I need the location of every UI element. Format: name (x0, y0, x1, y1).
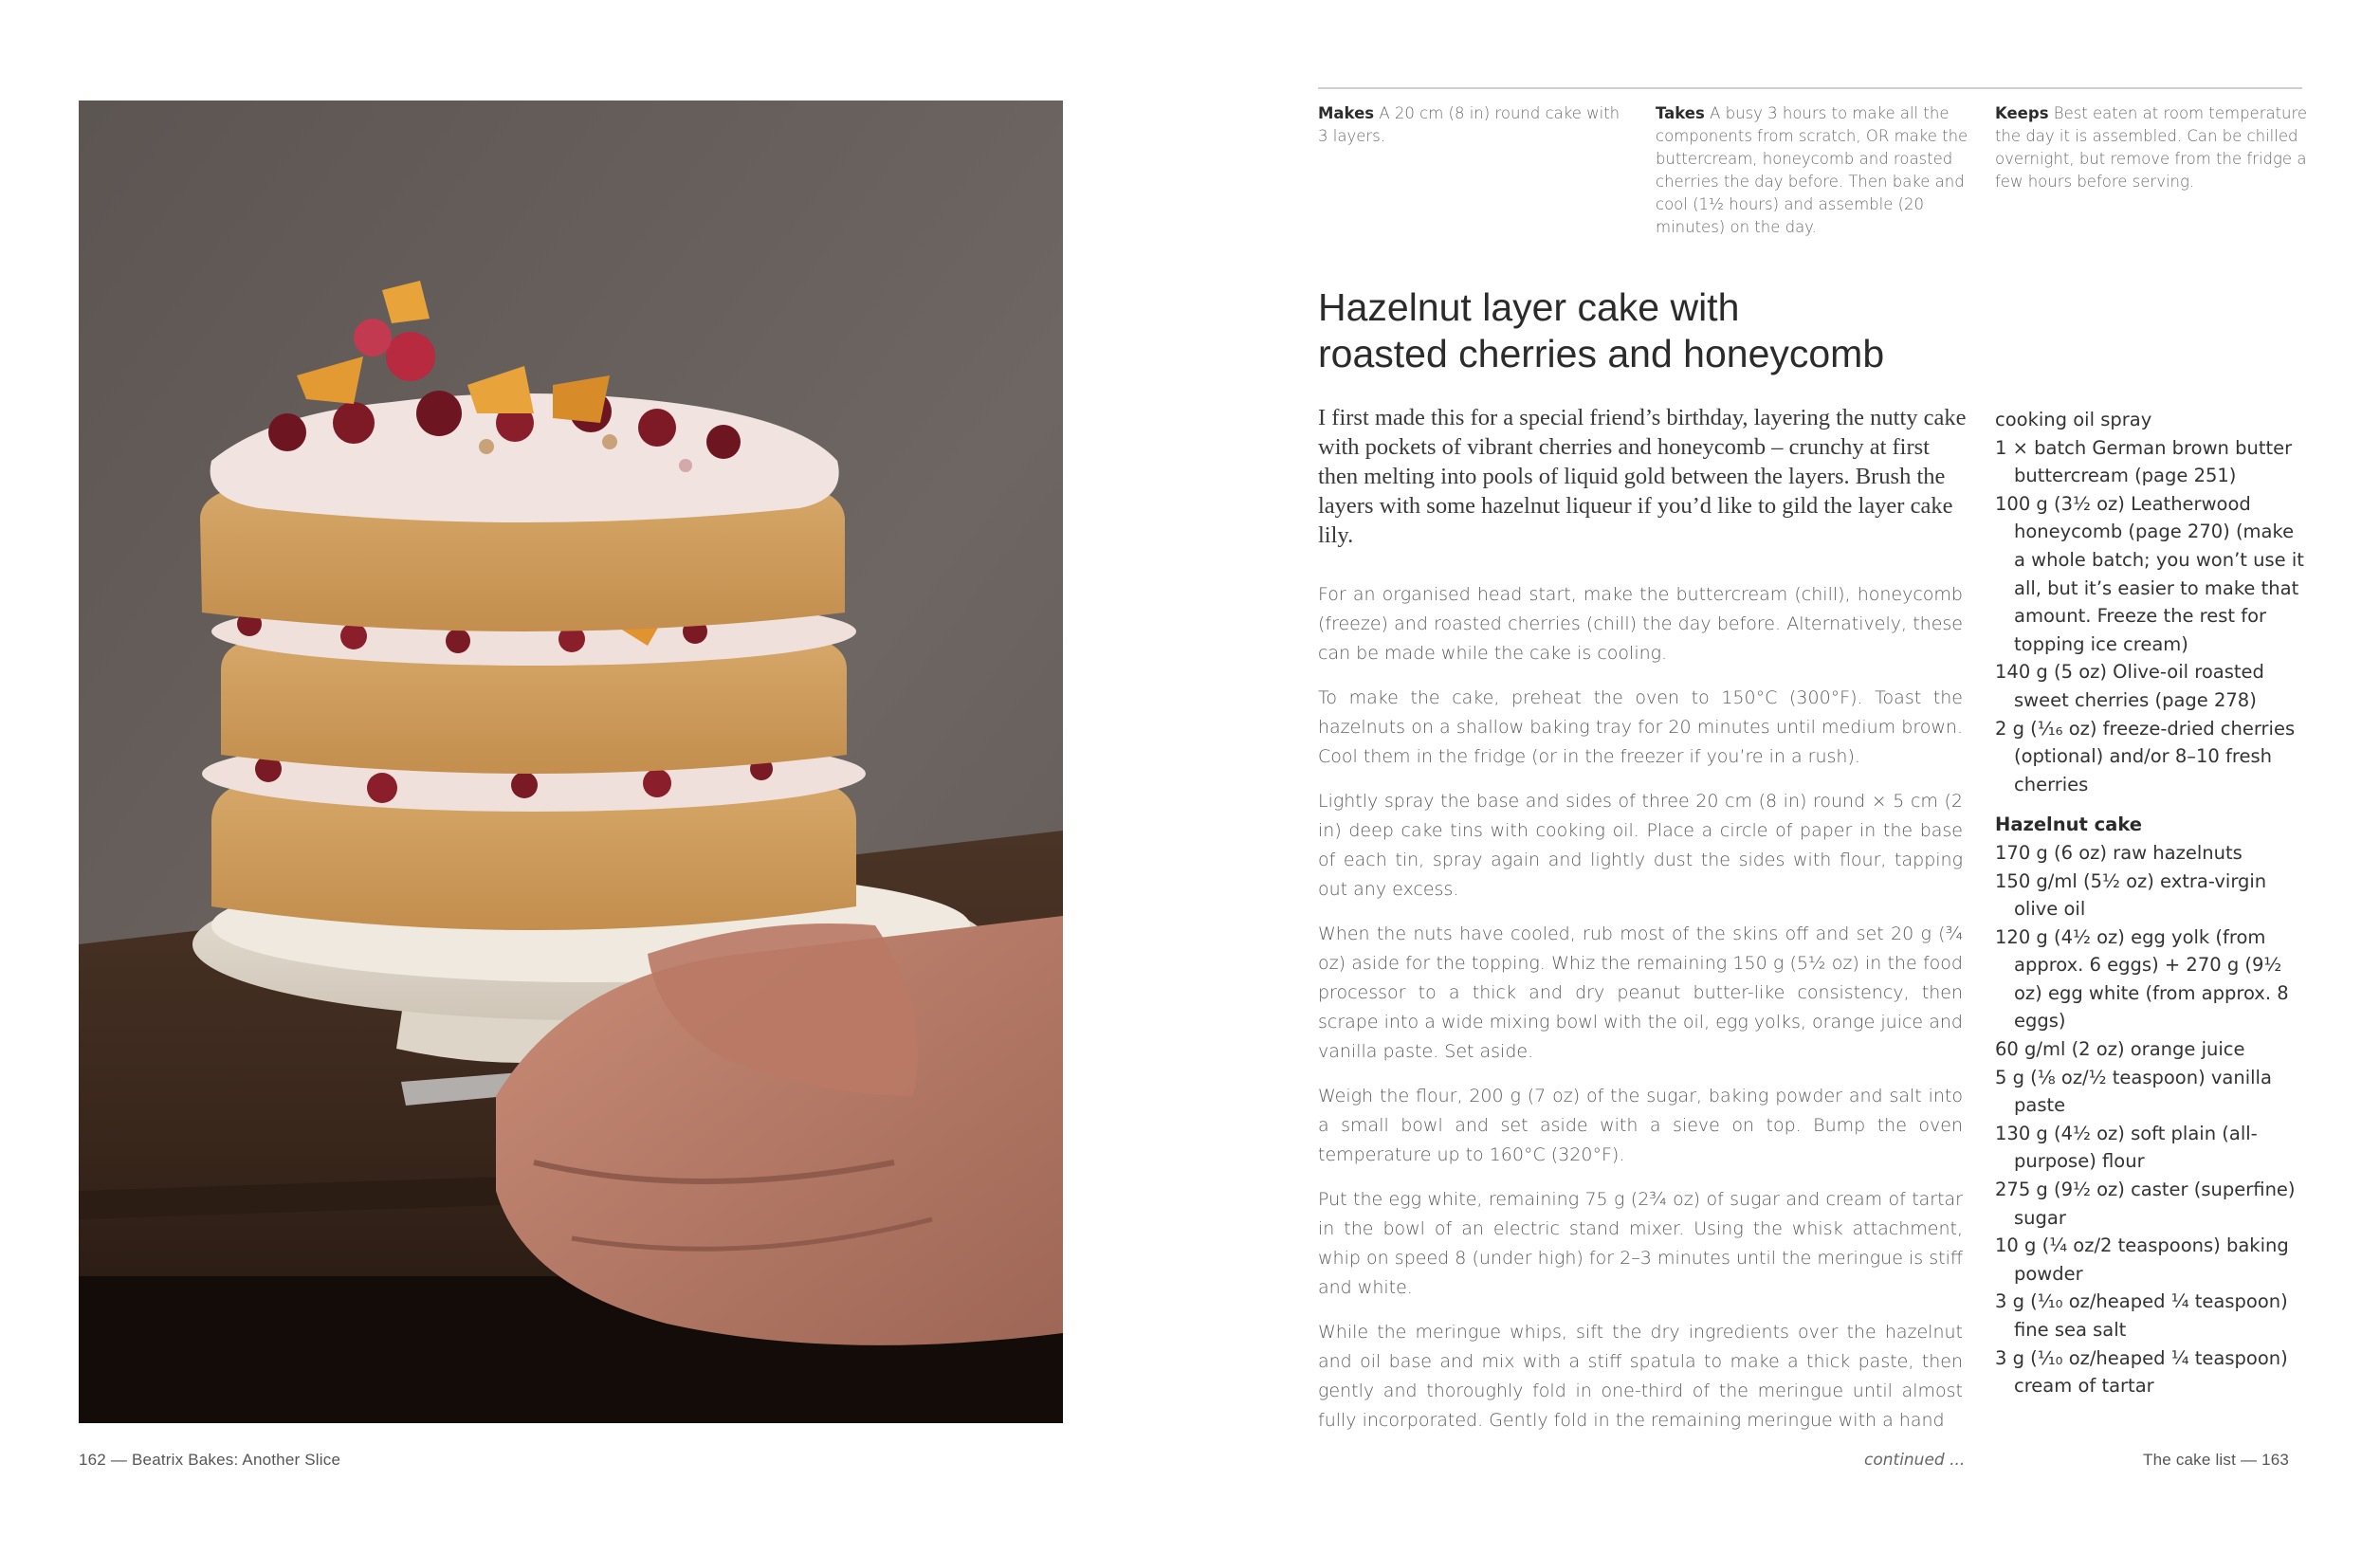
ingredient-item: 140 g (5 oz) Olive-oil roasted sweet cherries (page 278) (1995, 661, 2264, 711)
method-paragraph: Put the egg white, remaining 75 g (2¾ oz) of sugar and cream of tartar in the bowl of an electric stand mixer. Using the whisk attachment, whip on speed 8 (under high) for 2–3 minutes until the meringue is stiff and white. (1318, 1189, 1963, 1298)
cake-ingredient-item: 3 g (¹⁄₁₀ oz/heaped ¼ teaspoon) cream of tartar (1995, 1346, 2288, 1398)
cake-ingredient-item: 3 g (¹⁄₁₀ oz/heaped ¼ teaspoon) fine sea salt (1995, 1290, 2288, 1341)
method-paragraph: Lightly spray the base and sides of three 20 cm (8 in) round × 5 cm (2 in) deep cake tins with cooking oil. Place a circle of paper in the base of each tin, spray again and lightly dust the sides with flour, tapping out any excess. (1318, 791, 1963, 900)
recipe-intro: I first made this for a special friend’s birthday, layering the nutty cake with pockets of vibrant cherries and honeycomb – crunchy at first then melting into pools of liquid gold between the layers. Brush the layers with some hazelnut liqueur if you’d like to gild the layer cake lily. (1318, 405, 1967, 548)
ingredient-item: cooking oil spray (1995, 409, 2152, 430)
takes-info (1656, 102, 1968, 239)
cake-ingredient-item: 275 g (9½ oz) caster (superfine) sugar (1995, 1179, 2296, 1229)
top-rule (1318, 87, 2302, 89)
cake-ingredient-item: 170 g (6 oz) raw hazelnuts (1995, 841, 2243, 864)
recipe-title-line-2: roasted cherries and honeycomb (1318, 332, 1885, 375)
method-paragraph: When the nuts have cooled, rub most of the skins off and set 20 g (¾ oz) aside for the topping. Whiz the remaining 150 g (5½ oz) in the food processor to a thick and dry peanut butter-like consistency, then scrape into a wide mixing bowl with the oil, egg yolks, orange juice and vanilla paste. Set aside. (1318, 923, 1963, 1062)
cake-photo (79, 101, 1063, 1423)
cake-ingredient-item: 5 g (⅛ oz/½ teaspoon) vanilla paste (1995, 1066, 2272, 1117)
takes-label: Takes (1656, 104, 1705, 122)
makes-info (1318, 102, 1631, 148)
recipe-title-line-1: Hazelnut layer cake with (1318, 285, 1740, 329)
cake-ingredient-item: 130 g (4½ oz) soft plain (all-purpose) flour (1995, 1122, 2258, 1173)
method-paragraph: For an organised head start, make the buttercream (chill), honeycomb (freeze) and roasted cherries (chill) the day before. Alternatively, these can be made while the cake is cooling. (1318, 584, 1963, 664)
ingredient-item: 2 g (¹⁄₁₆ oz) freeze-dried cherries (optional) and/or 8–10 fresh cherries (1995, 717, 2296, 795)
ingredient-item: 1 × batch German brown butter buttercream (page 251) (1995, 436, 2293, 487)
cake-ingredient-item: 150 g/ml (5½ oz) extra-virgin olive oil (1995, 869, 2267, 921)
cake-ingredient-item: 10 g (¼ oz/2 teaspoons) baking powder (1995, 1234, 2289, 1285)
cake-ingredient-item: 60 g/ml (2 oz) orange juice (1995, 1038, 2245, 1061)
method-paragraph: To make the cake, preheat the oven to 150°C (300°F). Toast the hazelnuts on a shallow baking tray for 20 minutes until medium brown. Cool them in the fridge (or in the freezer if you’re in a rush). (1318, 687, 1963, 767)
ingredient-item: 100 g (3½ oz) Leatherwood honeycomb (page 270) (make a whole batch; you won’t use it all, but it’s easier to make that amount. Freeze the rest for topping ice cream) (1995, 492, 2304, 655)
keeps-label: Keeps (1995, 104, 2049, 122)
keeps-info (1995, 102, 2308, 193)
left-page-footer: 162 — Beatrix Bakes: Another Slice (79, 1451, 341, 1469)
method-paragraph: Weigh the flour, 200 g (7 oz) of the sugar, baking powder and salt into a small bowl and set aside with a sieve on top. Bump the oven temperature up to 160°C (320°F). (1318, 1086, 1963, 1165)
recipe-title (1318, 284, 2039, 377)
method-paragraph: While the meringue whips, sift the dry ingredients over the hazelnut and oil base and mix with a stiff spatula to make a thick paste, then gently and thoroughly fold in one-third of the meringue until almost fully incorporated. Gently fold in the remaining meringue with a hand (1318, 1322, 1963, 1431)
ingredients-list (1995, 406, 2308, 1400)
cake-ingredient-item: 120 g (4½ oz) egg yolk (from approx. 6 eggs) + 270 g (9½ oz) egg white (from approx. 8 eggs) (1995, 925, 2289, 1033)
hazelnut-cake-heading: Hazelnut cake (1995, 814, 2143, 836)
makes-text: A 20 cm (8 in) round cake with 3 layers. (1318, 104, 1620, 145)
takes-text: A busy 3 hours to make all the components from scratch, OR make the buttercream, honeycomb and roasted cherries the day before. Then bake and cool (1½ hours) and assemble (20 minutes) on the day. (1656, 104, 1968, 236)
continued-note: continued ... (1864, 1451, 1966, 1470)
method-steps (1318, 580, 1963, 1451)
makes-label: Makes (1318, 104, 1375, 122)
layer-cake-illustration (79, 101, 1063, 1423)
keeps-text: Best eaten at room temperature the day it is assembled. Can be chilled overnight, but remove from the fridge a few hours before serving. (1995, 104, 2308, 191)
right-page-footer: The cake list — 163 (2143, 1451, 2290, 1469)
